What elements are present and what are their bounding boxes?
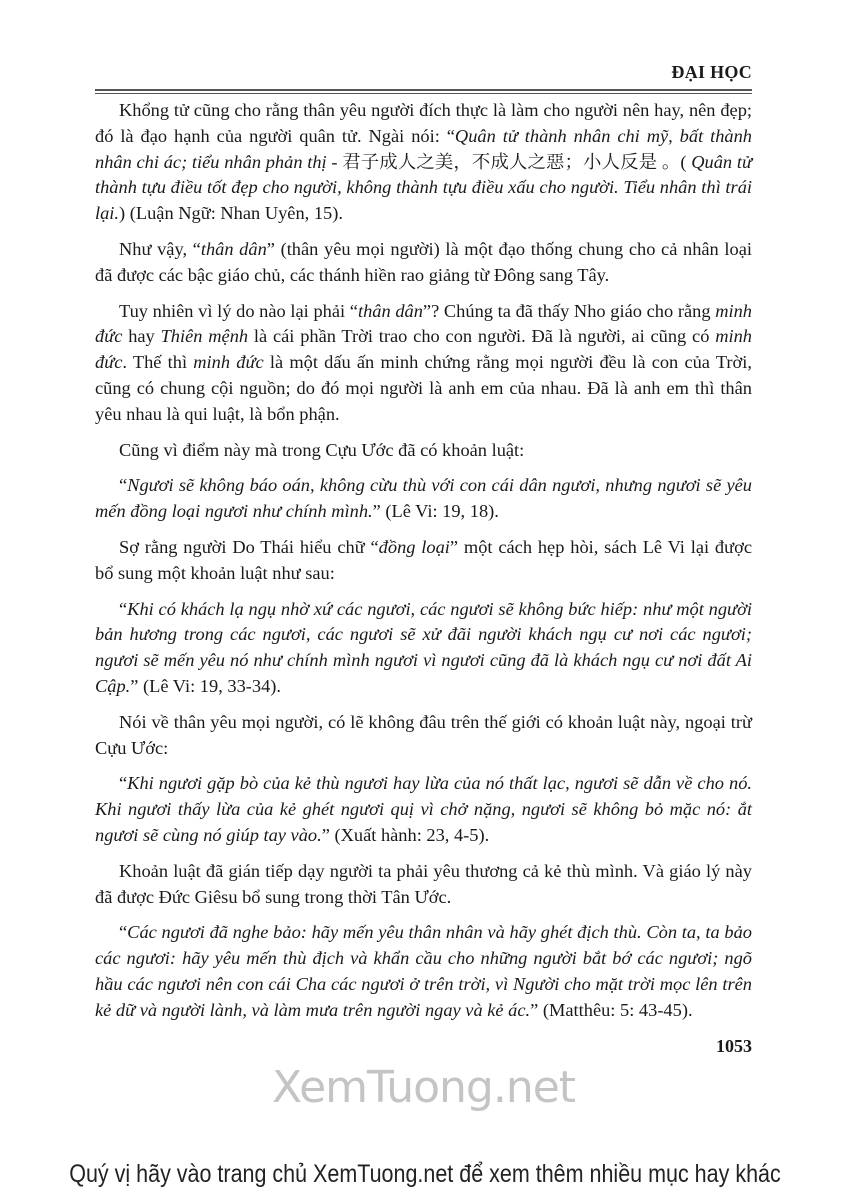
italic-text: thân dân <box>357 300 423 321</box>
paragraph <box>95 237 752 289</box>
text: Sợ rằng người Do Thái hiểu chữ “ <box>119 536 379 557</box>
text: là cái phần Trời trao cho con người. Đã là người, ai cũng có <box>248 326 716 347</box>
text: ” (thân yêu mọi người) là một đạo thống chung cho cả nhân loại đã được các bậc giáo chủ, các thánh hiền rao giảng từ Đông sang Tây. <box>95 238 752 285</box>
paragraph <box>95 299 752 428</box>
italic-text: minh đức <box>95 300 752 347</box>
text: ” (Xuất hành: 23, 4-5). <box>321 824 490 845</box>
text: Cũng vì điểm này mà trong Cựu Ước đã có khoản luật: <box>119 439 525 460</box>
paragraph <box>95 438 752 464</box>
text: “ <box>119 598 128 619</box>
italic-text: đồng loại <box>378 536 450 557</box>
italic-text: Khi ngươi gặp bò của kẻ thù ngươi hay lừa của nó thất lạc, ngươi sẽ dẫn về cho nó. Khi ngươi thấy lừa của kẻ ghét ngươi quị vì chở nặng, ngươi sẽ không bỏ mặc nó: ắt ngươi sẽ cùng nó giúp tay vào. <box>95 773 752 845</box>
text: Tuy nhiên vì lý do nào lại phải “ <box>119 300 358 321</box>
italic-text: Quân tử thành tựu điều tốt đẹp cho người, không thành tựu điều xấu cho người. Tiểu nhân thì trái lại. <box>95 151 753 224</box>
paragraph <box>95 98 752 227</box>
text: “ <box>119 922 128 943</box>
paragraphs <box>95 98 752 1024</box>
paragraph <box>95 473 752 525</box>
text: ” (Lê Vi: 19, 18). <box>372 501 499 522</box>
running-header: ĐẠI HỌC <box>671 62 752 82</box>
text: ” (Matthêu: 5: 43-45). <box>530 999 693 1020</box>
text: Như vậy, “ <box>119 238 201 259</box>
italic-text: Khi có khách lạ ngụ nhờ xứ các ngươi, các ngươi sẽ không bức hiếp: như một người bản hương trong các ngươi, các ngươi sẽ xử đãi người khách ngụ cư nơi các ngươi; ngươi sẽ mến yêu nó như chính mình ngươi vì ngươi cũng đã là khách ngụ cư nơi đất Ai Cập. <box>95 598 752 696</box>
paragraph <box>95 771 752 848</box>
text: ” một cách hẹp hòi, sách Lê Vi lại được bổ sung một khoản luật như sau: <box>95 536 752 583</box>
italic-text: Các ngươi đã nghe bảo: hãy mến yêu thân nhân và hãy ghét địch thù. Còn ta, ta bảo các ngươi: hãy yêu mến thù địch và khẩn cầu cho những người bắt bớ các ngươi; ngõ hầu các ngươi nên con cái Cha các ngươi ở trên trời, vì Người cho mặt trời mọc lên trên kẻ dữ và người lành, và làm mưa trên người ngay và kẻ ác. <box>95 922 752 1020</box>
paragraph <box>95 859 752 911</box>
italic-text: minh đức <box>95 326 752 373</box>
page-body <box>95 98 752 1114</box>
text: Khoản luật đã gián tiếp dạy người ta phải yêu thương cả kẻ thù mình. Và giáo lý này đã được Đức Giêsu bổ sung trong thời Tân Ước. <box>95 860 752 907</box>
page-number: 1053 <box>716 1035 752 1056</box>
text: ) (Luận Ngữ: Nhan Uyên, 15). <box>119 203 343 224</box>
text: . Thế thì <box>122 352 194 373</box>
text: hay <box>122 326 161 347</box>
italic-text: minh đức <box>193 352 264 373</box>
text: “ <box>119 773 128 794</box>
text: ”? Chúng ta đã thấy Nho giáo cho rằng <box>422 300 716 321</box>
text: Nói về thân yêu mọi người, có lẽ không đâu trên thế giới có khoản luật này, ngoại trừ Cựu Ước: <box>95 711 752 758</box>
italic-text: Ngươi sẽ không báo oán, không cừu thù với con cái dân ngươi, nhưng ngươi sẽ yêu mến đồng loại ngươi như chính mình. <box>95 475 752 522</box>
header-rule <box>95 89 752 94</box>
text: “ <box>119 475 128 496</box>
text: ” (Lê Vi: 19, 33-34). <box>130 675 282 696</box>
text: - 君子成人之美，不成人之惡；小人反是 。( <box>326 151 692 172</box>
text: là một dấu ấn minh chứng rằng mọi người đều là con của Trời, cũng có chung cội nguồn; do đó mọi người là anh em của nhau. Đã là anh em thì thân yêu nhau là qui luật, là bổn phận. <box>95 352 752 424</box>
watermark: XemTuong.net <box>271 1061 576 1113</box>
paragraph <box>95 597 752 700</box>
paragraph <box>95 920 752 1023</box>
italic-text: Thiên mệnh <box>160 326 249 347</box>
italic-text: thân dân <box>200 238 267 259</box>
text: Khổng tử cũng cho rằng thân yêu người đích thực là làm cho người nên hay, nên đẹp; đó là đạo hạnh của người quân tử. Ngài nói: “ <box>95 100 752 146</box>
paragraph <box>95 710 752 762</box>
footer-banner: Quý vị hãy vào trang chủ XemTuong.net để xem thêm nhiều mục hay khác <box>69 1160 781 1188</box>
italic-text: Quân tử thành nhân chi mỹ, bất thành nhân chi ác; tiểu nhân phản thị <box>95 125 753 172</box>
paragraph <box>95 535 752 587</box>
